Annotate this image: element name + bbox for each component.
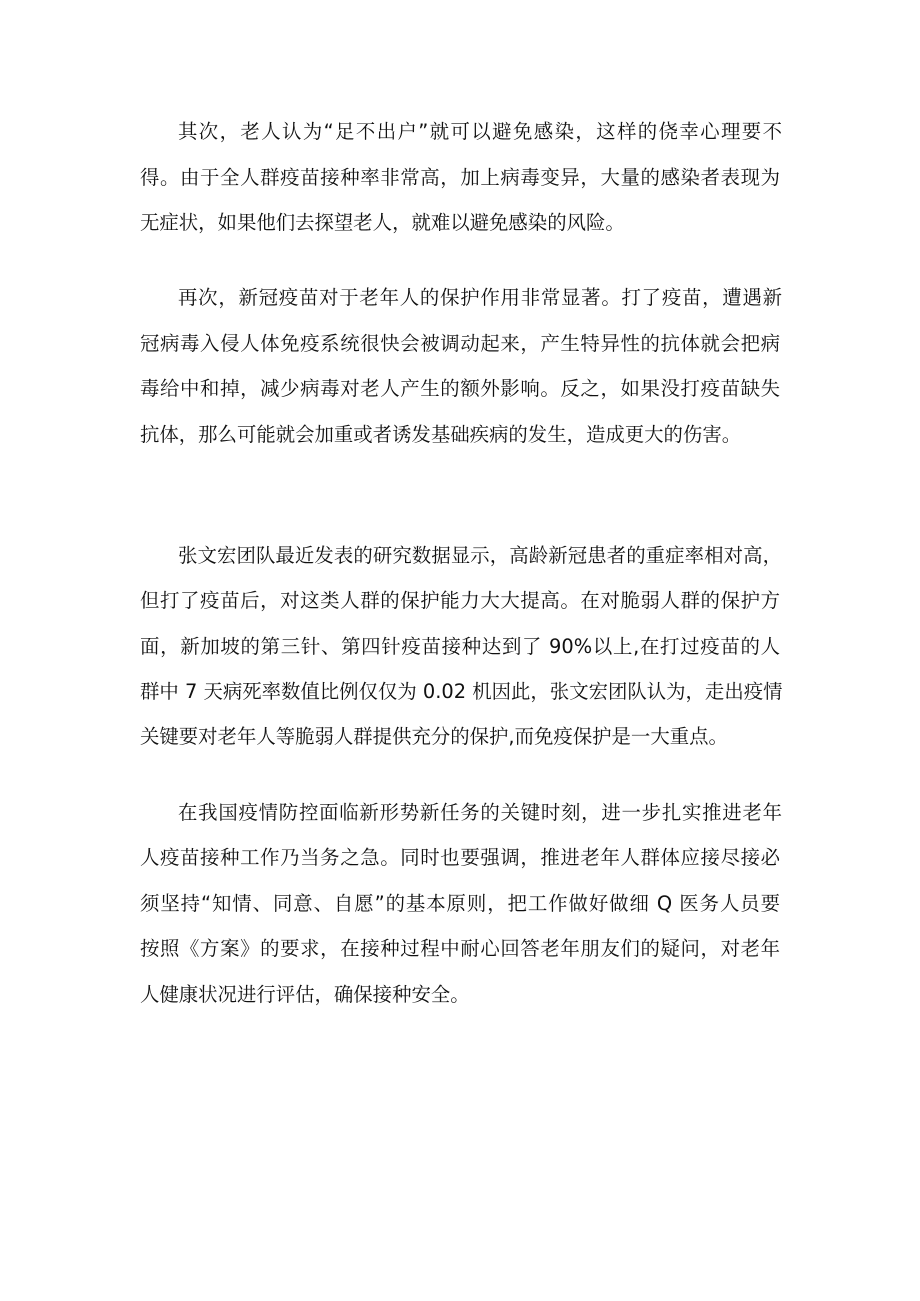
paragraph-line: 但打了疫苗后，对这类人群的保护能力大大提高。在对脆弱人群的保护方	[140, 589, 780, 612]
paragraph-line: 人疫苗接种工作乃当务之急。同时也要强调，推进老年人群体应接尽接必	[140, 846, 780, 869]
paragraph-line: 再次，新冠疫苗对于老年人的保护作用非常显著。打了疫苗，遭遇新	[178, 286, 782, 309]
paragraph-line: 张文宏团队最近发表的研究数据显示，高龄新冠患者的重症率相对高，	[178, 544, 782, 567]
paragraph-line: 按照《方案》的要求，在接种过程中耐心回答老年朋友们的疑问，对老年	[140, 937, 780, 960]
paragraph-line: 得。由于全人群疫苗接种率非常高，加上病毒变异，大量的感染者表现为	[140, 166, 780, 189]
paragraph-line: 毒给中和掉，减少病毒对老人产生的额外影响。反之，如果没打疫苗缺失	[140, 377, 780, 400]
paragraph-line: 须坚持“知情、同意、自愿”的基本原则，把工作做好做细 Q 医务人员要	[140, 892, 780, 915]
paragraph-line: 人健康状况进行评估，确保接种安全。	[140, 983, 470, 1006]
paragraph-line: 在我国疫情防控面临新形势新任务的关键时刻，进一步扎实推进老年	[178, 801, 782, 824]
paragraph-line: 其次，老人认为“足不出户”就可以避免感染，这样的侥幸心理要不	[178, 120, 782, 143]
paragraph-line: 关键要对老年人等脆弱人群提供充分的保护,而免疫保护是一大重点。	[140, 725, 728, 748]
paragraph-line: 面，新加坡的第三针、第四针疫苗接种达到了 90%以上,在打过疫苗的人	[140, 635, 780, 658]
paragraph-line: 抗体，那么可能就会加重或者诱发基础疾病的发生，造成更大的伤害。	[140, 423, 742, 446]
paragraph-line: 群中 7 天病死率数值比例仅仅为 0.02 机因此，张文宏团队认为，走出疫情	[140, 680, 783, 703]
paragraph-line: 无症状，如果他们去探望老人，就难以避免感染的风险。	[140, 211, 625, 234]
paragraph-line: 冠病毒入侵人体免疫系统很快会被调动起来，产生特异性的抗体就会把病	[140, 332, 780, 355]
